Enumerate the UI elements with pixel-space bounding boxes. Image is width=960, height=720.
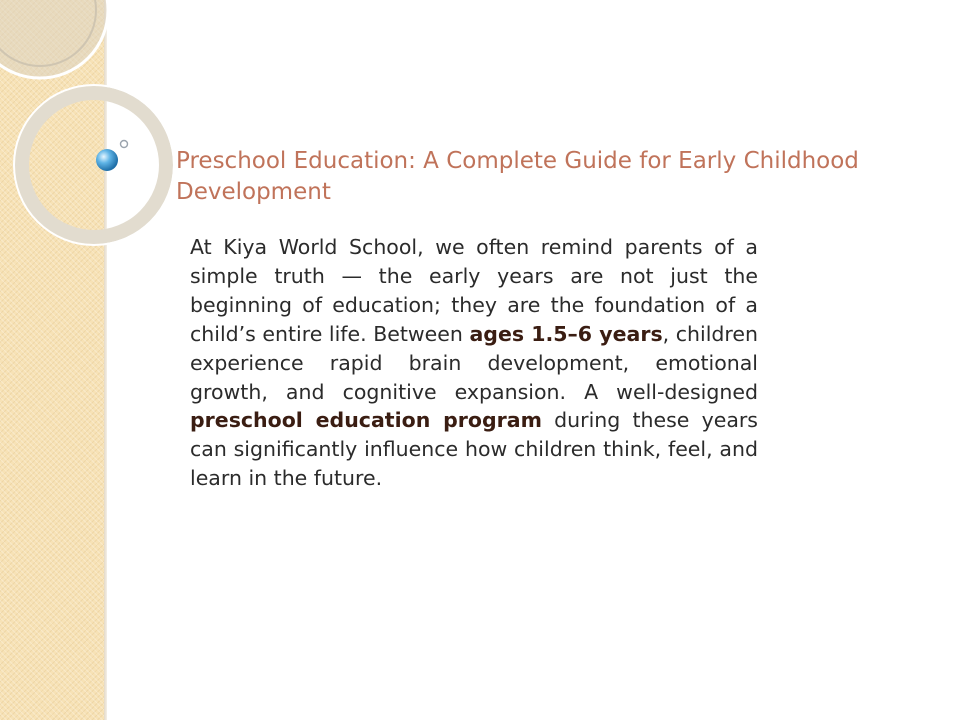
bold-ages-text: ages 1.5–6 years <box>469 321 663 346</box>
upper-ring-shape <box>0 0 108 78</box>
bold-program-text: preschool education program <box>190 408 542 433</box>
decorative-circles-graphic <box>0 0 220 260</box>
body-paragraph <box>190 233 758 493</box>
bullet-ball-icon <box>96 149 118 171</box>
paragraph-text-part3: during these years can significantly influence how children think, feel, and learn in the future. <box>190 408 758 491</box>
slide-title: Preschool Education: A Complete Guide for Early Childhood Development <box>176 148 859 205</box>
paragraph-text-part2: , children experience rapid brain development, emotional growth, and cognitive expansion. A well-designed <box>190 321 758 404</box>
small-ring-icon <box>121 141 128 148</box>
paragraph-text-part1: At Kiya World School, we often remind parents of a simple truth — the early years are not just the beginning of education; they are the foundation of a child’s entire life. Between <box>190 235 758 346</box>
middle-ring-shape <box>22 93 166 237</box>
